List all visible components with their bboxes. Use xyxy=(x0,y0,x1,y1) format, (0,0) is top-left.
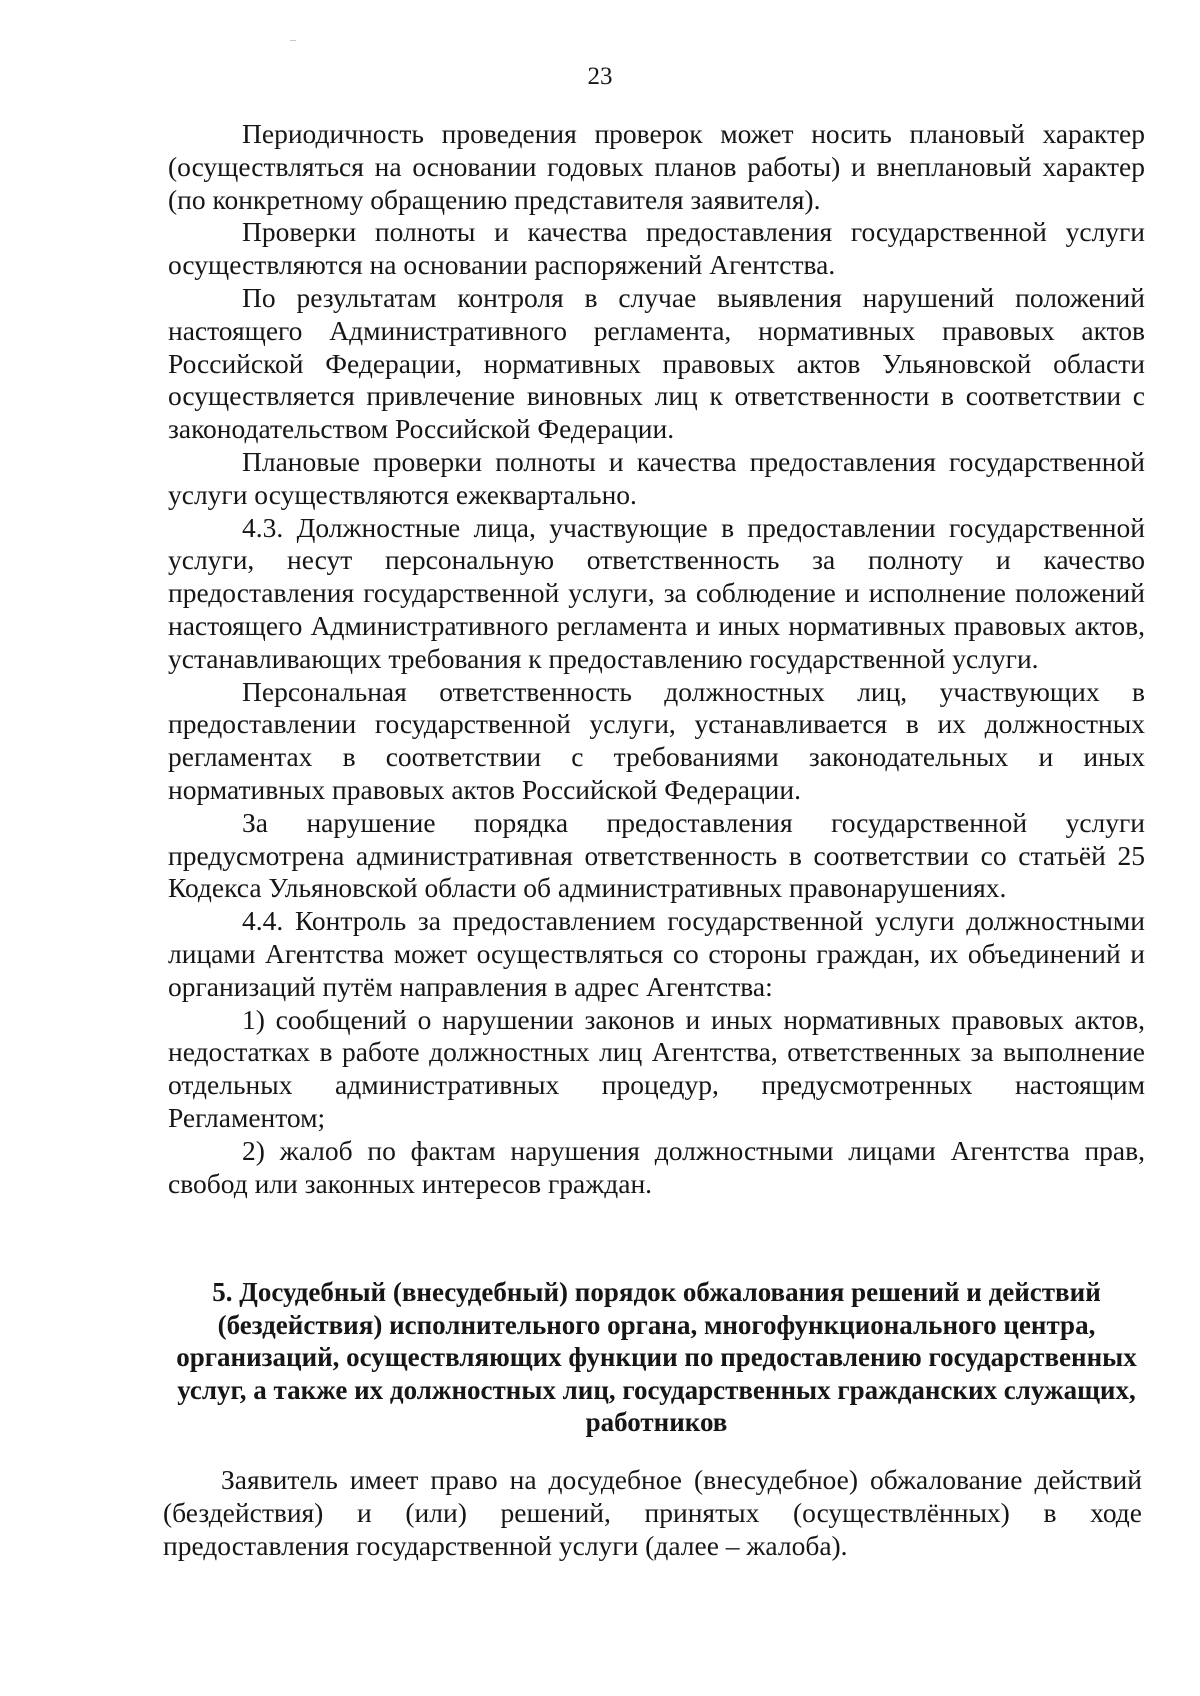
section-5-heading: 5. Досудебный (внесудебный) порядок обжалования решений и действий (бездействия) исполнительного органа, многофункционального центра, организаций, осуществляющих функции по предоставлению государственных услуг, а также их должностных лиц, государственных гражданских служащих, работников xyxy=(176,1277,1137,1437)
paragraph-4-3-officials-responsibility: 4.3. Должностные лица, участвующие в предоставлении государственной услуги, несут персональную ответственность за полноту и качество предоставления государственной услуги, за соблюдение и исполнение положений настоящего Административного регламента и иных нормативных правовых актов, устанавливающих требования к предоставлению государственной услуги. xyxy=(168,511,1145,674)
paragraph-administrative-liability: За нарушение порядка предоставления государственной услуги предусмотрена административная ответственность в соответствии со статьёй 25 Кодекса Ульяновской области об административных правонарушениях. xyxy=(168,806,1145,904)
section-4-body xyxy=(168,118,1145,1200)
scan-artifact xyxy=(290,40,296,41)
paragraph-appeal-right: Заявитель имеет право на досудебное (внесудебное) обжалование действий (бездействия) и (или) решений, принятых (осуществлённых) в ходе предоставления государственной услуги (далее – жалоба). xyxy=(163,1464,1142,1561)
list-item-2-complaints: 2) жалоб по фактам нарушения должностными лицами Агентства прав, свобод или законных интересов граждан. xyxy=(168,1134,1145,1199)
page-number: 23 xyxy=(587,63,613,90)
list-item-1-reports: 1) сообщений о нарушении законов и иных нормативных правовых актов, недостатках в работе должностных лиц Агентства, ответственных за выполнение отдельных административных процедур, предусмотренных настоящим Регламентом; xyxy=(168,1003,1145,1133)
paragraph-inspection-basis: Проверки полноты и качества предоставления государственной услуги осуществляются на основании распоряжений Агентства. xyxy=(168,216,1145,281)
section-5-body xyxy=(163,1464,1142,1562)
paragraph-inspection-frequency: Периодичность проведения проверок может носить плановый характер (осуществляться на основании годовых планов работы) и внеплановый характер (по конкретному обращению представителя заявителя). xyxy=(168,118,1145,215)
paragraph-4-4-public-control: 4.4. Контроль за предоставлением государственной услуги должностными лицами Агентства может осуществляться со стороны граждан, их объединений и организаций путём направления в адрес Агентства: xyxy=(168,905,1145,1002)
paragraph-scheduled-inspections: Плановые проверки полноты и качества предоставления государственной услуги осуществляются ежеквартально. xyxy=(168,445,1145,510)
paragraph-control-results: По результатам контроля в случае выявления нарушений положений настоящего Административного регламента, нормативных правовых актов Российской Федерации, нормативных правовых актов Ульяновской области осуществляется привлечение виновных лиц к ответственности в соответствии с законодательством Российской Федерации. xyxy=(168,281,1145,445)
paragraph-personal-responsibility: Персональная ответственность должностных лиц, участвующих в предоставлении государственной услуги, устанавливается в их должностных регламентах в соответствии с требованиями законодательных и иных нормативных правовых актов Российской Федерации. xyxy=(168,675,1145,805)
